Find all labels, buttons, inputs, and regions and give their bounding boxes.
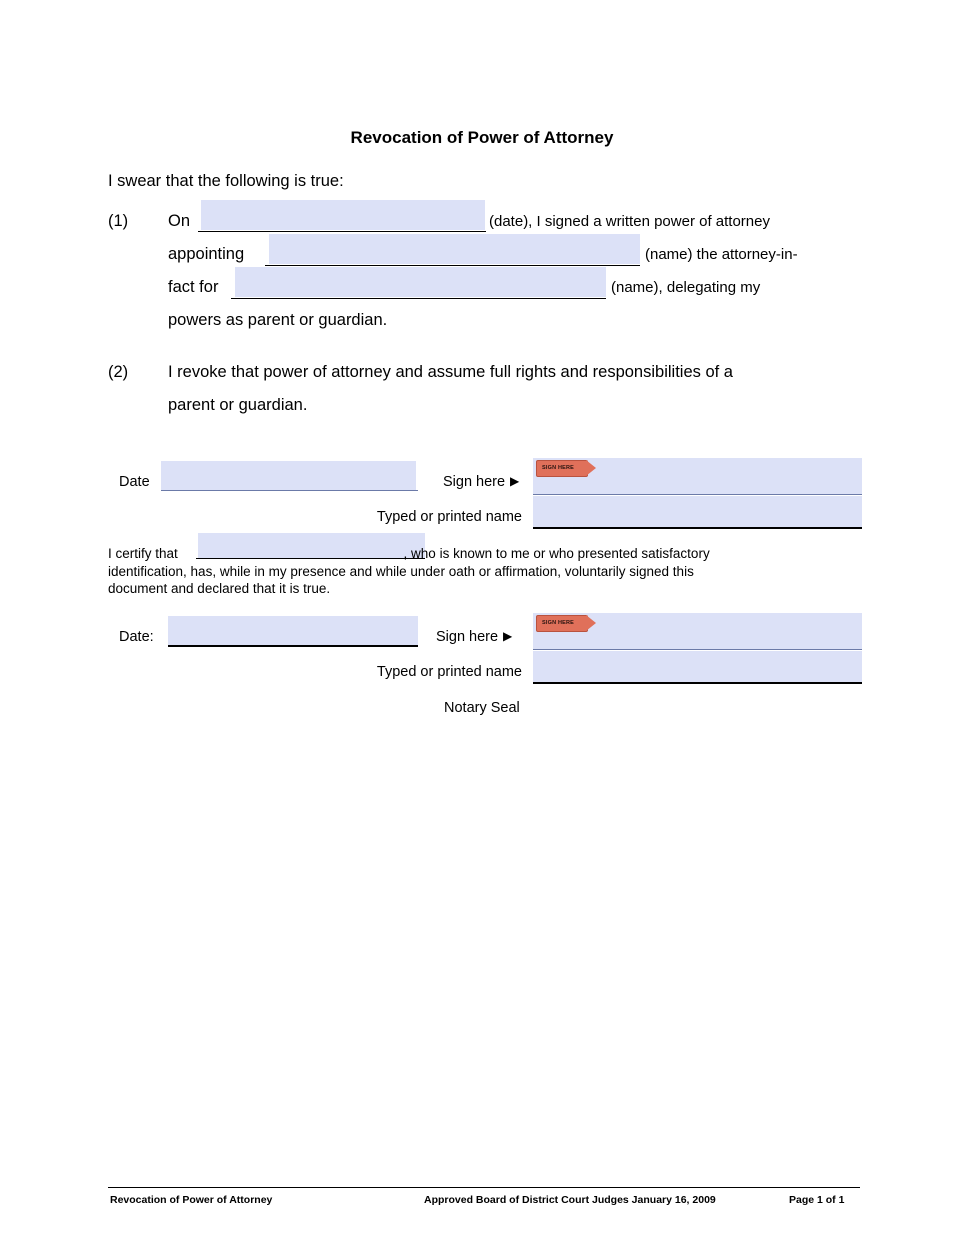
field-notary-signature-rule xyxy=(533,649,862,650)
sign-here-tag-signer[interactable] xyxy=(536,460,588,477)
notary-sign-here-label: Sign here xyxy=(436,629,499,645)
item-number-1: (1) xyxy=(108,212,129,230)
field-child-name-rule xyxy=(231,298,606,299)
field-signer-date[interactable] xyxy=(161,461,416,490)
item-1-line-4: powers as parent or guardian. xyxy=(168,311,388,329)
certification-line-2: identification, has, while in my presence and while under oath or affirmation, voluntarily signed this xyxy=(108,563,694,579)
signer-date-label: Date xyxy=(119,474,150,490)
lead-in-text: I swear that the following is true: xyxy=(108,172,344,190)
certification-line-1-prefix: I certify that xyxy=(108,546,178,561)
field-child-name[interactable] xyxy=(235,267,606,297)
notary-typed-name-label: Typed or printed name xyxy=(376,664,522,680)
notary-sign-here-arrow-icon: ▶ xyxy=(503,629,513,643)
field-date-signed[interactable] xyxy=(201,200,485,230)
field-notary-date[interactable] xyxy=(168,616,418,645)
footer-page-number: Page 1 of 1 xyxy=(789,1194,845,1206)
field-signer-signature-rule xyxy=(533,494,862,495)
field-attorney-in-fact-name-rule xyxy=(265,265,640,266)
field-date-signed-rule xyxy=(198,231,486,232)
signer-typed-name-label: Typed or printed name xyxy=(376,509,522,525)
item-1-line-3-prefix: fact for xyxy=(168,278,219,296)
sign-here-tag-arrow-icon xyxy=(586,460,596,476)
field-signer-typed-name-rule xyxy=(533,527,862,529)
item-1-line-3-note: (name), delegating my xyxy=(611,279,761,296)
certification-line-1 xyxy=(108,545,898,563)
notary-date-label: Date: xyxy=(119,629,154,645)
footer-divider xyxy=(108,1187,860,1188)
item-2-line-1: I revoke that power of attorney and assume full rights and responsibilities of a xyxy=(168,363,733,381)
footer-left-text: Revocation of Power of Attorney xyxy=(110,1194,273,1206)
notary-seal-label: Notary Seal xyxy=(444,700,520,716)
certification-line-3: document and declared that it is true. xyxy=(108,581,331,596)
item-1-line-1-note: (date), I signed a written power of attorney xyxy=(489,213,770,230)
page-title: Revocation of Power of Attorney xyxy=(350,128,614,147)
footer-center-text: Approved Board of District Court Judges January 16, 2009 xyxy=(424,1194,716,1206)
signer-sign-here-label: Sign here xyxy=(443,474,506,490)
certification-paragraph xyxy=(108,545,898,598)
signer-sign-here-arrow-icon: ▶ xyxy=(510,474,520,488)
certification-line-1-suffix: , who is known to me or who presented satisfactory xyxy=(403,546,710,561)
field-attorney-in-fact-name[interactable] xyxy=(269,234,640,264)
item-1-line-2-note: (name) the attorney-in- xyxy=(645,246,798,263)
item-1-line-2-prefix: appointing xyxy=(168,245,245,263)
field-signer-date-rule xyxy=(161,490,418,491)
item-number-2: (2) xyxy=(108,363,129,381)
item-1-line-1-prefix: On xyxy=(168,212,191,230)
sign-here-tag-notary-label: SIGN HERE xyxy=(542,620,575,626)
field-notary-typed-name[interactable] xyxy=(533,651,862,682)
sign-here-tag-notary[interactable] xyxy=(536,615,588,632)
sign-here-tag-notary-arrow-icon xyxy=(586,615,596,631)
item-2-line-2: parent or guardian. xyxy=(168,396,308,414)
field-signer-typed-name[interactable] xyxy=(533,496,862,527)
field-notary-date-rule xyxy=(168,645,418,647)
sign-here-tag-label: SIGN HERE xyxy=(542,465,575,471)
field-notary-typed-name-rule xyxy=(533,682,862,684)
